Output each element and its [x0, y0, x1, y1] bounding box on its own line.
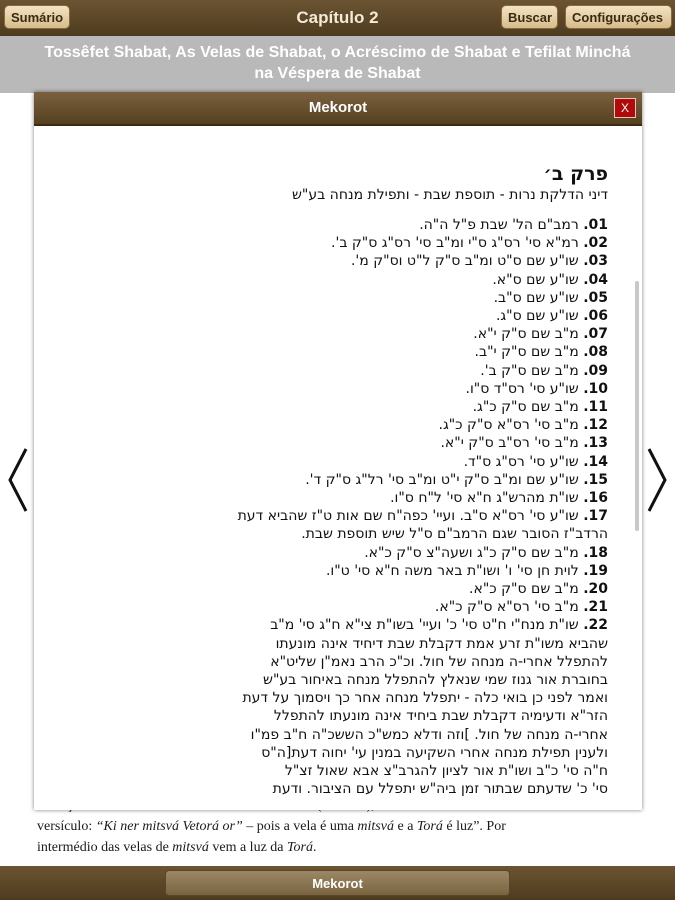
- summary-button[interactable]: Sumário: [4, 5, 70, 29]
- term-tora: Torá: [287, 840, 313, 855]
- settings-button[interactable]: Configurações: [565, 5, 672, 29]
- source-line: [138, 762, 608, 780]
- source-text: שו"ע שם ס"ט ומ"ב ס"ק ל"ט וס"ק מ'.: [350, 253, 579, 270]
- search-button[interactable]: Buscar: [501, 5, 558, 29]
- term-mitsva: mitsvá: [172, 840, 209, 855]
- source-line: [138, 616, 608, 634]
- source-line: [138, 598, 608, 616]
- source-text: מ"ב סי' רס"א ס"ק כ"א.: [434, 599, 579, 616]
- source-text: לוית חן סי' ו' ושו"ת באר משה ח"א סי' ט"ו.: [325, 562, 579, 579]
- source-number: 12.: [583, 417, 608, 434]
- source-text: מ"ב שם ס"ק כ"ג.: [472, 399, 579, 416]
- scrollbar[interactable]: [635, 281, 639, 531]
- bottom-toolbar: [0, 866, 675, 900]
- source-number: 19.: [583, 562, 608, 579]
- source-text: להתפלל אחרי-ה מנחה של חול. וכ"כ הרב נאמ"ן שליט"א: [270, 653, 608, 670]
- body-text-span: versículo:: [37, 819, 96, 834]
- source-number: 02.: [583, 235, 608, 252]
- source-number: 17.: [583, 508, 608, 525]
- source-text: שו"ת מהרש"ג ח"א סי' ל"ח ס"ו.: [390, 490, 579, 507]
- top-toolbar: [0, 0, 675, 37]
- sources-content: [138, 162, 608, 799]
- source-text: מ"ב שם ס"ק כ"ג ושעה"צ ס"ק כ"א.: [364, 544, 579, 561]
- source-number: 08.: [583, 344, 608, 361]
- source-text: מ"ב שם ס"ק ב'.: [480, 362, 579, 379]
- source-line: [138, 726, 608, 744]
- source-text: הזר"א ודעימיה דקבלת שבת ביחיד אינה מונעתו להתפלל: [273, 708, 608, 725]
- source-text: שו"ע שם ומ"ב ס"ק י"ט ומ"ב סי' רל"ג ס"ק ד'.: [305, 471, 579, 488]
- source-line: [138, 216, 608, 234]
- source-number: 07.: [583, 326, 608, 343]
- source-line: [138, 653, 608, 671]
- body-text-span: é luz”. Por: [442, 819, 506, 834]
- source-line: [138, 489, 608, 507]
- source-line: [138, 398, 608, 416]
- source-text: סי' כ' שדעתם שבתור זמן ביה"ש יתפלל עם הציבור. ודעת: [272, 781, 608, 798]
- source-number: 14.: [583, 453, 608, 470]
- chapter-title: Capítulo 2: [296, 8, 379, 27]
- source-line: [138, 325, 608, 343]
- source-number: 18.: [583, 544, 608, 561]
- source-line: [138, 380, 608, 398]
- source-text: רמב"ם הל' שבת פ"ל ה"ה.: [419, 217, 579, 233]
- source-number: 21.: [583, 599, 608, 616]
- source-line: [138, 252, 608, 270]
- source-line: [138, 271, 608, 289]
- source-text: בחוברת אור גנוז שמי שנאלץ להתפלל מנחה באיחור בע"ש: [263, 672, 608, 689]
- term-tora: Torá: [416, 819, 443, 834]
- source-line: [138, 707, 608, 725]
- source-number: 04.: [583, 271, 608, 288]
- sources-chapter-title: פרק ב׳: [543, 163, 608, 185]
- chapter-subtitle-banner: [0, 36, 675, 93]
- source-line: [138, 544, 608, 562]
- source-text: שו"ת מנח"י ח"ט סי' כ' ועיי' בשו"ת צי"א ח"ג סי' מ"ב: [270, 617, 579, 634]
- modal-header: [34, 92, 642, 126]
- source-text: ולענין תפילת מנחה אחרי השקיעה במנין עי' יחוה דעת[ה"ס: [261, 744, 608, 761]
- source-line: [138, 507, 608, 525]
- source-text: הרדב"ז הסובר שגם הרמב"ם ס"ל שיש תוספת שבת.: [301, 526, 608, 543]
- source-number: 09.: [583, 362, 608, 379]
- previous-page-arrow-icon[interactable]: [6, 445, 30, 515]
- verse-quote: “Ki ner mitsvá Vetorá or”: [95, 819, 243, 834]
- source-line: [138, 562, 608, 580]
- source-number: 15.: [583, 471, 608, 488]
- source-text: ואמר לפני כן בואי כלה - יתפלל מנחה אחר כך ויסמוך על דעת: [242, 690, 608, 707]
- source-number: 11.: [583, 399, 608, 416]
- source-number: 10.: [583, 380, 608, 397]
- modal-body[interactable]: [34, 126, 642, 810]
- chapter-subtitle-line2: na Véspera de Shabat: [254, 65, 421, 82]
- source-number: 06.: [583, 308, 608, 325]
- body-text-span: e a: [393, 819, 417, 834]
- body-text-span: – pois a vela é uma: [242, 819, 358, 834]
- source-text: שהביא משו"ת זרע אמת דקבלת שבת דיחיד אינה מונעתו: [275, 635, 608, 652]
- sources-chapter-subtitle: דיני הדלקת נרות - תוספת שבת - ותפילת מנחה בע"ש: [292, 187, 608, 203]
- sources-list: [138, 216, 608, 799]
- source-text: מ"ב סי' רס"א ס"ק כ"ג.: [438, 417, 579, 434]
- mekorot-modal: [34, 92, 642, 810]
- source-line: [138, 453, 608, 471]
- body-line: [37, 816, 642, 837]
- source-line: [138, 580, 608, 598]
- source-number: 03.: [583, 253, 608, 270]
- body-text-span: vem a luz da: [208, 840, 287, 855]
- close-button[interactable]: X: [614, 98, 636, 118]
- source-number: 05.: [583, 289, 608, 306]
- source-line: [138, 362, 608, 380]
- source-line: [138, 416, 608, 434]
- source-line: [138, 307, 608, 325]
- source-text: מ"ב שם ס"ק י"א.: [473, 326, 579, 343]
- source-number: 01.: [583, 217, 608, 233]
- source-line: [138, 671, 608, 689]
- source-text: רמ"א סי' רס"ג ס"י ומ"ב סי' רס"ג ס"ק ב'.: [331, 235, 579, 252]
- source-line: [138, 689, 608, 707]
- source-number: 13.: [583, 435, 608, 452]
- source-line: [138, 635, 608, 653]
- source-text: מ"ב שם ס"ק כ"א.: [469, 581, 579, 598]
- next-page-arrow-icon[interactable]: [645, 445, 669, 515]
- source-number: 22.: [583, 617, 608, 634]
- modal-title: Mekorot: [308, 99, 368, 116]
- source-line: [138, 471, 608, 489]
- source-text: ח"ה סי' כ"ב ושו"ת אור לציון להגרב"צ אבא שאול זצ"ל: [284, 763, 608, 780]
- source-text: שו"ע שם ס"ג.: [495, 308, 579, 325]
- body-line: [37, 837, 642, 858]
- source-text: מ"ב סי' רס"ב ס"ק י"א.: [440, 435, 579, 452]
- source-text: שו"ע שם ס"א.: [492, 271, 579, 288]
- body-text-span: intermédio das velas de: [37, 840, 173, 855]
- source-line: [138, 744, 608, 762]
- term-mitsva: mitsvá: [357, 819, 394, 834]
- mekorot-button[interactable]: Mekorot: [165, 870, 510, 896]
- source-text: שו"ע סי' רס"ג ס"ד.: [463, 453, 579, 470]
- source-text: אחרי-ה מנחה של חול. ]וזה ודלא כמש"כ הששכ"ה ח"ב פמ"ו: [250, 726, 608, 743]
- chapter-subtitle-line1: Tossêfet Shabat, As Velas de Shabat, o Acréscimo de Shabat e Tefilat Minchá: [44, 44, 631, 61]
- source-text: שו"ע שם ס"ב.: [493, 289, 579, 306]
- source-line: [138, 343, 608, 361]
- source-text: שו"ע סי' רס"א ס"ב. ועיי' כפה"ח שם אות ט"ז שהביא דעת: [237, 508, 579, 525]
- source-line: [138, 525, 608, 543]
- source-line: [138, 289, 608, 307]
- source-text: שו"ע סי' רס"ד ס"ו.: [465, 380, 579, 397]
- source-line: [138, 234, 608, 252]
- source-number: 16.: [583, 490, 608, 507]
- source-line: [138, 780, 608, 798]
- source-line: [138, 434, 608, 452]
- source-number: 20.: [583, 581, 608, 598]
- body-text-span: .: [312, 840, 317, 855]
- source-text: מ"ב שם ס"ק י"ב.: [474, 344, 579, 361]
